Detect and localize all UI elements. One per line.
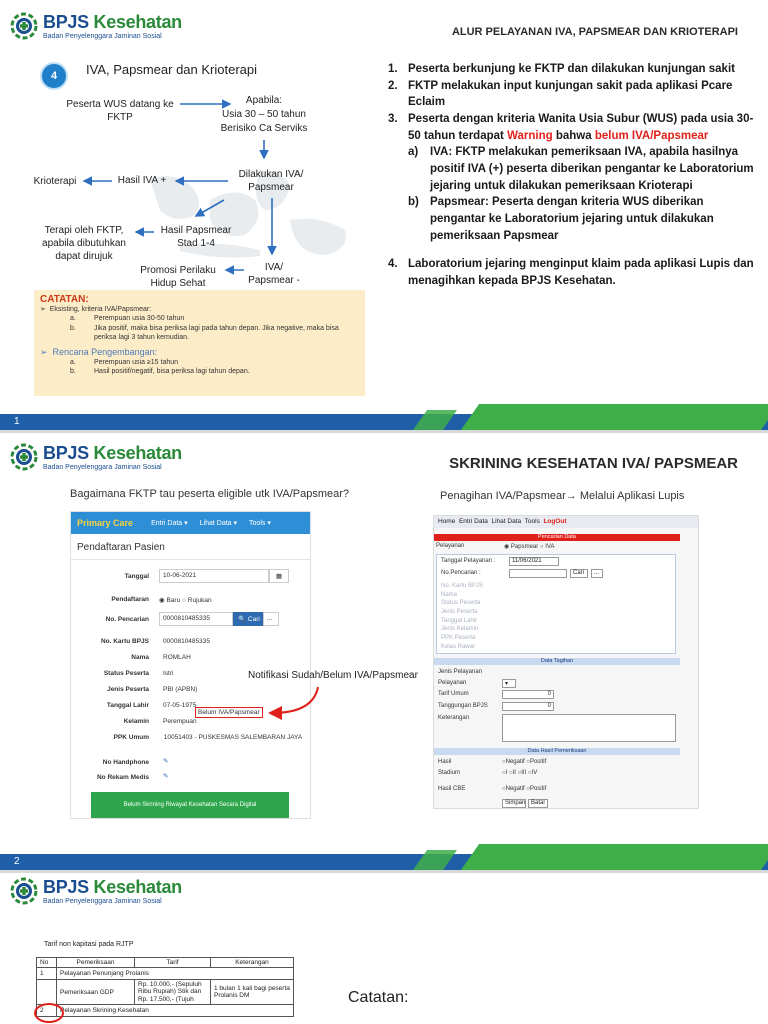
lupis-menu-lihat[interactable]: Lihat Data [491,518,522,525]
slide-title: ALUR PELAYANAN IVA, PAPSMEAR DAN KRIOTERAPI [451,26,738,38]
simpan-button[interactable]: Simpan [502,799,526,808]
flow-promosi: Promosi Perilaku Hidup Sehat [140,265,216,289]
tanggal-input[interactable]: 10-06-2021 [159,569,269,583]
stadium-radio[interactable]: ○I ○II ○III ○IV [502,770,538,776]
batal-button[interactable]: Batal [528,799,548,808]
pcare-page-title: Pendaftaran Pasien [77,542,165,553]
flow-hasil-iva: Hasil IVA + [117,175,167,186]
step-2: 2. FKTP melakukan input kunjungan sakit pada aplikasi Pcare Eclaim [388,79,733,109]
pcare-menu-lihat[interactable]: Lihat Data ▾ [199,520,238,527]
more-button[interactable]: ... [263,612,279,626]
tanggungan-input[interactable]: 0 [502,702,554,711]
edit-hp-icon[interactable]: ✎ [163,758,169,765]
pcare-menu-entri[interactable]: Entri Data ▾ [151,520,188,527]
table-caption: Tarif non kapitasi pada RJTP [44,941,134,948]
flow-usia: Usia 30 – 50 tahun [222,109,306,120]
slide-title: SKRINING KESEHATAN IVA/ PAPSMEAR [449,455,738,472]
pelayanan-radio[interactable]: ◉ Papsmear ○ IVA [504,544,555,550]
flow-iva-negatif: IVA/ Papsmear - [248,262,300,286]
cari-button[interactable]: 🔍 Cari [233,612,265,626]
slide-2 [0,433,768,870]
belum-iva-badge: Belum IVA/Papsmear [195,707,263,718]
hasil-radio[interactable]: ○Negatif ○Positif [502,759,547,765]
keterangan-textarea[interactable] [502,714,676,742]
catatan-eksisting: ➢ Eksisting, kriteria IVA/Papsmear: [40,306,152,313]
tarif-input[interactable]: 0 [502,690,554,699]
catatan-box [34,290,365,396]
bpjs-logo: BPJS Kesehatan Badan Penyelenggara Jaminan Sosial [10,873,182,911]
step-1: 1. Peserta berkunjung ke FKTP dan dilakukan kunjungan sakit [388,63,735,75]
nopencarian-input[interactable] [509,569,567,578]
lupis-screenshot: Home Entri Data Lihat Data Tools LogOut Pencarian Data Pelayanan ◉ Papsmear ○ IVA Tanggal Pelayanan : 11/06/2021 No.Pencarian : Cari ... No. Kartu BPJS Nama Status Peserta Jenis Peserta Tanggal Lahir Jenis Kelamin PPK Peserta Kelas Rawat Data Tagihan Jenis Pelayanan Pelayanan ▾ Tarif Umum 0 Tanggungan BPJS 0 Keterangan Data Hasil Pemeriksaan Hasil ○Negatif ○Positif Stadium ○I ○II ○III ○IV Hasil CBE ○Negatif ○Positif Simpan Batal [433,515,699,809]
pencarian-header: Pencarian Data [434,534,680,541]
flow-wus: Peserta WUS datang ke FKTP [66,99,174,123]
hasil-header: Data Hasil Pemeriksaan [434,748,680,755]
slide-footer [0,844,768,870]
table-row: 2 Pelayanan Skrining Kesehatan [37,1005,294,1017]
calendar-icon[interactable]: ▦ [269,569,289,583]
catatan-eksisting-a: a. Perempuan usia 30-50 tahun [70,315,185,323]
catatan-eksisting-b: b. Jika positif, maka bisa periksa lagi pada tahun depan. Jika negative, maka bisa periksa lagi 3 tahun kemudian. [70,324,339,342]
pencarian-input[interactable]: 0000810485335 [159,612,233,626]
pcare-screenshot: Primary Care Entri Data ▾ Lihat Data ▾ Tools ▾ Pendaftaran Pasien Tanggal 10-06-2021 ▦ Pendaftaran ◉ Baru ○ Rujukan No. Pencarian 0000810485335 🔍 Cari ... No. Kartu BPJS 0000810485335 Nama ROMLAH Status Peserta Istri Jenis Peserta PBI (APBN) Tanggal Lahir 07-05-1975 Kelamin Perempuan PPK Umum 10051403 - PUSKESMAS SALEMBARAN JAYA No Handphone ✎ No Rekam Medis ✎ Belum Skrining Riwayat Kesehatan Secara Digital [70,511,311,819]
step-4: 4. Laboratorium jejaring menginput klaim pada aplikasi Lupis dan menagihkan kepada BPJS Kesehatan. [388,258,754,288]
table-row: 1 Pelayanan Penunjang Prolanis [37,968,294,980]
catatan-label: Catatan: [348,989,409,1006]
bpjs-logo: BPJS Kesehatan Badan Penyelenggara Jaminan Sosial [10,437,182,477]
pcare-menu-tools[interactable]: Tools ▾ [249,520,271,527]
brand-tagline: Badan Penyelenggara Jaminan Sosial [43,32,162,40]
slide-1 [0,0,768,430]
lupis-menu-home[interactable]: Home [438,518,456,525]
edit-rekam-icon[interactable]: ✎ [163,773,169,780]
section-heading: IVA, Papsmear dan Krioterapi [86,62,258,77]
catatan-rencana: ➢ Rencana Pengembangan: [40,346,158,357]
flow-krioterapi: Krioterapi [33,176,77,187]
lupis-more-button[interactable]: ... [591,569,603,578]
skrining-button[interactable]: Belum Skrining Riwayat Kesehatan Secara Digital [91,792,289,818]
cbe-radio[interactable]: ○Negatif ○Positif [502,786,547,792]
slide-footer [0,404,768,430]
step-3: 3. Peserta dengan kriteria Wanita Usia Subur (WUS) pada usia 30-50 tahun terdapat Warning bahwa belum IVA/Papsmear [388,113,754,142]
flow-dilakukan: Dilakukan IVA/ Papsmear [238,169,304,193]
flow-berisiko: Berisiko Ca Serviks [220,123,308,134]
faded-fields: No. Kartu BPJS Nama Status Peserta Jenis Peserta Tanggal Lahir Jenis Kelamin PPK Peserta Kelas Rawat [441,583,484,650]
catatan-rencana-a: a. Perempuan usia ≥15 tahun [70,358,179,366]
step-badge: 4 [40,62,68,90]
bpjs-logo-icon [10,443,38,471]
brand-name-1: BPJS [43,11,89,32]
highlight-circle [34,1003,64,1023]
step-3a: a) IVA: FKTP melakukan pemeriksaan IVA, apabila hasilnya positif IVA (+) peserta diberikan pengantar ke Laboratorium jejaring untuk dilakukan pemeriksaan Krioterapi [408,146,754,192]
catatan-title: CATATAN: [40,294,89,305]
pencarian-section: Tanggal Pelayanan : 11/06/2021 No.Pencarian : Cari ... No. Kartu BPJS Nama Status Peserta Jenis Peserta Tanggal Lahir Jenis Kelamin PPK Peserta Kelas Rawat [436,554,676,654]
pelayanan-select[interactable]: ▾ [502,679,516,688]
step-3b: b) Papsmear: Peserta dengan kriteria WUS diberikan pengantar ke Laboratorium jejaring untuk dilakukan pemeriksaan Papsmear [408,196,714,242]
bpjs-logo-icon [10,877,38,905]
lupis-menu-tools[interactable]: Tools [524,518,540,525]
flow-terapi: Terapi oleh FKTP, apabila dibutuhkan dapat dirujuk [42,225,126,262]
slide-3 [0,873,768,1024]
tagihan-header: Data Tagihan [434,658,680,665]
left-question: Bagaimana FKTP tau peserta eligible utk IVA/Papsmear? [70,488,350,500]
tarif-table: No Pemeriksaan Tarif Keterangan 1 Pelayanan Penunjang Prolanis Pemeriksaan GDP Rp. 10.000,- (Sepuluh Ribu Rupiah) Stik dan Rp. 17.500,- (Tujuh 1 bulan 1 kali bagi peserta Prolanis DM 2 Pelayanan Skrining Kesehatan [36,957,294,1017]
flow-hasil-papsmear: Hasil Papsmear Stad 1-4 [160,225,232,249]
flow-arrows [0,0,380,300]
pcare-navbar: Primary Care Entri Data ▾ Lihat Data ▾ Tools ▾ [71,512,310,534]
page-number: 1 [14,416,20,427]
lupis-menu [434,516,698,528]
lupis-cari-button[interactable]: Cari [570,569,588,578]
table-row: Pemeriksaan GDP Rp. 10.000,- (Sepuluh Ribu Rupiah) Stik dan Rp. 17.500,- (Tujuh 1 bulan 1 kali bagi peserta Prolanis DM [37,980,294,1005]
right-label: Penagihan IVA/Papsmear→ Melalui Aplikasi Lupis [440,490,685,502]
catatan-rencana-b: b. Hasil positif/negatif, bisa periksa lagi tahun depan. [70,368,250,376]
procedure-steps [388,61,760,290]
lupis-menu-entri[interactable]: Entri Data [458,518,488,525]
pendaftaran-radio[interactable]: ◉ Baru ○ Rujukan [159,597,212,604]
lupis-logout[interactable]: LogOut [543,518,567,525]
brand-name-2: Kesehatan [93,11,182,32]
flow-apabila: Apabila: [245,95,283,106]
notifikasi-label: Notifikasi Sudah/Belum IVA/Papsmear [248,670,418,681]
tgl-pelayanan-input[interactable]: 11/06/2021 [509,557,559,566]
notif-arrow [258,683,328,723]
page-number: 2 [14,856,20,867]
